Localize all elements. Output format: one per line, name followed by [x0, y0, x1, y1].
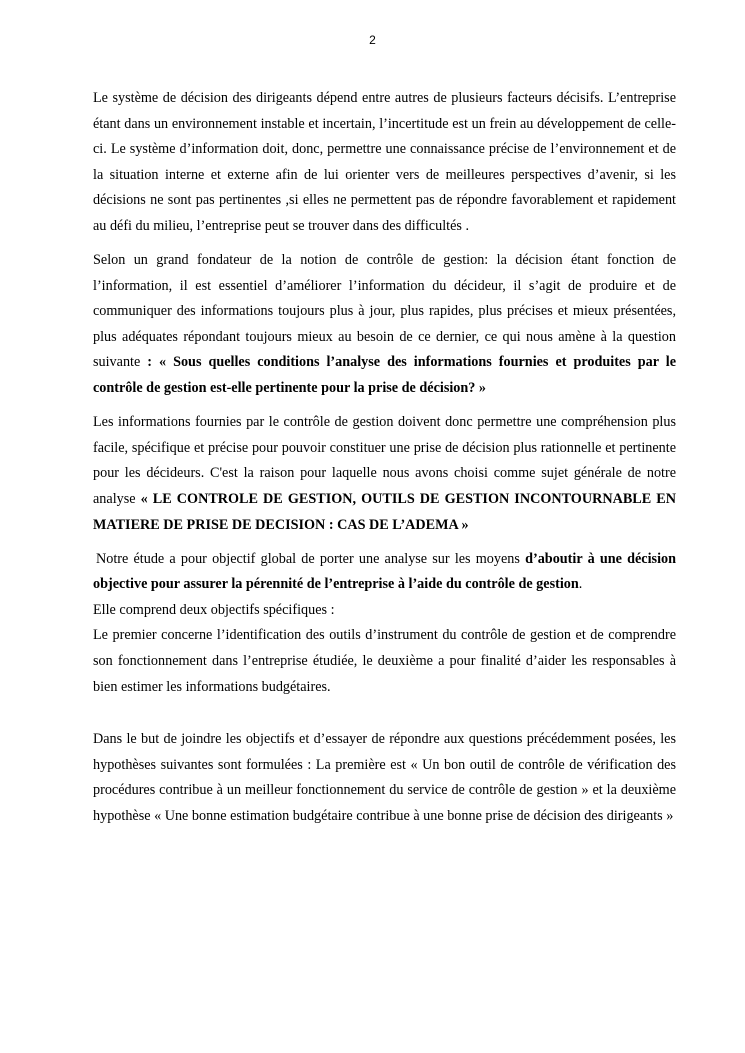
- paragraph-hypotheses: Dans le but de joindre les objectifs et d’essayer de répondre aux questions précédemment posées, les hypothèses suivantes sont formulées : La première est « Un bon outil de contrôle de vérification des procédures contribue à un meilleur fonctionnement du service de contrôle de gestion » et la deuxième hypothèse « Une bonne estimation budgétaire contribue à une bonne prise de décision des dirigeants »: [93, 731, 676, 824]
- paragraph-specific-objectives-intro: Elle comprend deux objectifs spécifiques :: [93, 601, 335, 618]
- paragraph-text: Les informations fournies par le contrôle de gestion doivent donc permettre une compréhension plus facile, spécifique et précise pour pouvoir constituer une prise de décision plus rationnelle et pertinente pour les décideurs. C'est la raison pour laquelle nous avons choisi comme sujet générale de notre analyse: [93, 414, 676, 507]
- subject-title: « LE CONTROLE DE GESTION, OUTILS DE GESTION INCONTOURNABLE EN MATIERE DE PRISE DE DECISION : CAS DE L’ADEMA »: [93, 490, 676, 533]
- paragraph-objective: [93, 547, 676, 598]
- paragraph-subject: [93, 410, 676, 538]
- page-number: 2: [369, 33, 376, 47]
- paragraph-text: Notre étude a pour objectif global de porter une analyse sur les moyens: [96, 550, 526, 567]
- paragraph-research-question: [93, 248, 676, 402]
- document-body: [93, 86, 676, 838]
- paragraph-end: .: [578, 576, 583, 593]
- paragraph-specific-objectives: Le premier concerne l’identification des outils d’instrument du contrôle de gestion et de comprendre son fonctionnement dans l’entreprise étudiée, le deuxième a pour finalité d’aider les responsables à bien estimer les informations budgétaires.: [93, 627, 676, 695]
- research-question: : « Sous quelles conditions l’analyse des informations fournies et produites par le contrôle de gestion est-elle pertinente pour la prise de décision? »: [93, 354, 676, 397]
- paragraph-decision-system: Le système de décision des dirigeants dépend entre autres de plusieurs facteurs décisifs. L’entreprise étant dans un environnement instable et incertain, l’incertitude est un frein au développement de celle-ci. Le système d’information doit, donc, permettre une connaissance précise de l’environnement et de la situation interne et externe afin de lui orienter vers de meilleures perspectives d’avenir, si les décisions ne sont pas pertinentes ,si elles ne permettent pas de répondre favorablement et rapidement au défi du milieu, l’entreprise peut se trouver dans des difficultés .: [93, 90, 676, 234]
- global-objective: d’aboutir à une décision objective pour assurer la pérennité de l’entreprise à l’aide du contrôle de gestion: [93, 550, 676, 593]
- paragraph-text: Selon un grand fondateur de la notion de contrôle de gestion: la décision étant fonction de l’information, il est essentiel d’améliorer l’information du décideur, il s’agit de produire et de communiquer des informations toujours plus à jour, plus rapides, plus précises et mieux présentées, plus adéquates répondant toujours mieux au besoin de ce dernier, ce qui nous amène à la question suivante: [93, 252, 676, 371]
